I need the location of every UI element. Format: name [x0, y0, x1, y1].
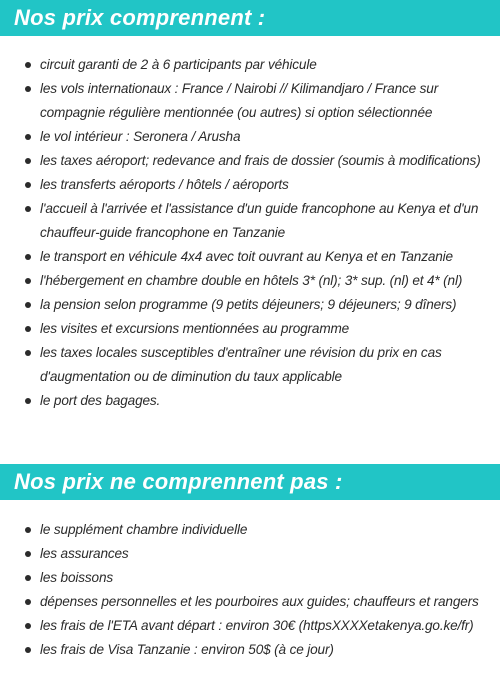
included-list	[0, 53, 500, 413]
list-item	[0, 173, 500, 197]
list-item	[0, 53, 500, 77]
list-item-text: les transferts aéroports / hôtels / aéroports	[40, 177, 289, 192]
excluded-list	[0, 518, 500, 662]
bullet-icon	[25, 206, 31, 212]
list-item	[0, 614, 500, 638]
list-item	[0, 293, 500, 317]
list-item	[0, 77, 500, 125]
bullet-icon	[25, 134, 31, 140]
list-item-text: les boissons	[40, 570, 114, 585]
bullet-icon	[25, 350, 31, 356]
list-item-text: les frais de l'ETA avant départ : environ 30€ (httpsXXXXetakenya.go.ke/fr)	[40, 618, 474, 633]
bullet-icon	[25, 647, 31, 653]
list-item	[0, 566, 500, 590]
list-item	[0, 149, 500, 173]
bullet-icon	[25, 158, 31, 164]
list-item-text: l'hébergement en chambre double en hôtels 3* (nl); 3* sup. (nl) et 4* (nl)	[40, 273, 463, 288]
bullet-icon	[25, 527, 31, 533]
bullet-icon	[25, 575, 31, 581]
list-item-text: la pension selon programme (9 petits déjeuners; 9 déjeuners; 9 dîners)	[40, 297, 457, 312]
bullet-icon	[25, 599, 31, 605]
included-heading: Nos prix comprennent :	[0, 0, 500, 36]
bullet-icon	[25, 62, 31, 68]
bullet-icon	[25, 278, 31, 284]
bullet-icon	[25, 551, 31, 557]
list-item-text: les vols internationaux : France / Nairobi // Kilimandjaro / France sur compagnie régulière mentionnée (ou autres) si option sélectionnée	[40, 81, 439, 120]
list-item-text: les taxes locales susceptibles d'entraîner une révision du prix en cas d'augmentation ou de diminution du taux applicable	[40, 345, 442, 384]
list-item	[0, 245, 500, 269]
list-item-text: le port des bagages.	[40, 393, 161, 408]
list-item-text: dépenses personnelles et les pourboires aux guides; chauffeurs et rangers	[40, 594, 479, 609]
list-item-text: les assurances	[40, 546, 129, 561]
bullet-icon	[25, 302, 31, 308]
list-item-text: les frais de Visa Tanzanie : environ 50$ (à ce jour)	[40, 642, 334, 657]
list-item	[0, 317, 500, 341]
list-item-text: circuit garanti de 2 à 6 participants par véhicule	[40, 57, 317, 72]
list-item-text: les visites et excursions mentionnées au programme	[40, 321, 350, 336]
list-item-text: les taxes aéroport; redevance and frais de dossier (soumis à modifications)	[40, 153, 481, 168]
bullet-icon	[25, 254, 31, 260]
excluded-section	[0, 464, 500, 662]
list-item	[0, 590, 500, 614]
list-item	[0, 125, 500, 149]
bullet-icon	[25, 398, 31, 404]
list-item-text: le transport en véhicule 4x4 avec toit ouvrant au Kenya et en Tanzanie	[40, 249, 453, 264]
list-item	[0, 638, 500, 662]
bullet-icon	[25, 623, 31, 629]
list-item-text: le vol intérieur : Seronera / Arusha	[40, 129, 241, 144]
excluded-heading: Nos prix ne comprennent pas :	[0, 464, 500, 500]
list-item	[0, 542, 500, 566]
list-item-text: le supplément chambre individuelle	[40, 522, 248, 537]
list-item	[0, 389, 500, 413]
list-item	[0, 197, 500, 245]
list-item	[0, 341, 500, 389]
bullet-icon	[25, 326, 31, 332]
list-item	[0, 518, 500, 542]
list-item	[0, 269, 500, 293]
bullet-icon	[25, 86, 31, 92]
bullet-icon	[25, 182, 31, 188]
list-item-text: l'accueil à l'arrivée et l'assistance d'un guide francophone au Kenya et d'un chauffeur-guide francophone en Tanzanie	[40, 201, 479, 240]
